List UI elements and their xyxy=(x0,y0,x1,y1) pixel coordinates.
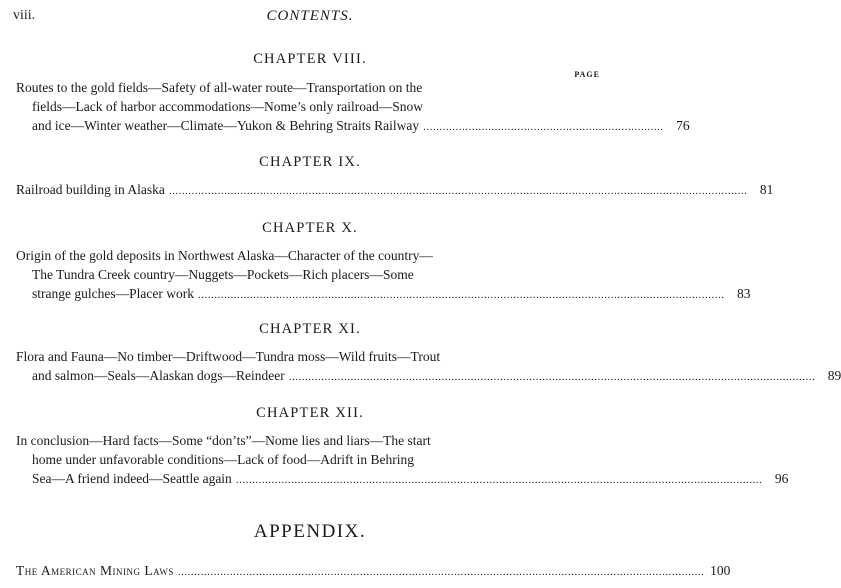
running-title: CONTENTS. xyxy=(266,8,354,24)
entry-line: home under unfavorable conditions—Lack of food—Adrift in Behring xyxy=(32,452,415,467)
entry-line-last: strange gulches—Placer work .................................................................................................................................................................. 83 xyxy=(16,284,576,303)
page-ref: 96 xyxy=(774,471,789,486)
entry-line: The Tundra Creek country—Nuggets—Pockets—Rich placers—Some xyxy=(32,267,414,282)
page-ref: 81 xyxy=(759,182,774,197)
entry-line: In conclusion—Hard facts—Some “don’ts”—Nome lies and liars—The start xyxy=(16,433,431,448)
chapter-heading: CHAPTER XII. xyxy=(256,405,364,421)
chapter-heading: CHAPTER VIII. xyxy=(253,51,367,67)
dot-leader: .................................................................................................................................................................. xyxy=(288,371,816,383)
entry-line: Routes to the gold fields—Safety of all-water route—Transportation on the xyxy=(16,80,423,95)
toc-entry-appendix xyxy=(16,561,731,580)
entry-line: fields—Lack of harbor accommodations—Nome’s only railroad—Snow xyxy=(32,99,424,114)
toc-entry xyxy=(16,78,690,135)
toc-entry xyxy=(16,347,841,385)
chapter-heading: CHAPTER X. xyxy=(262,220,358,236)
entry-line-last: The American Mining Laws .................................................................................................................................................................. 100 xyxy=(16,561,576,580)
entry-line-last: Sea—A friend indeed—Seattle again .................................................................................................................................................................. 96 xyxy=(16,469,576,488)
dot-leader: .................................................................................................................................................................. xyxy=(235,474,763,486)
dot-leader: .......................................................................... xyxy=(423,121,664,133)
page-ref: 76 xyxy=(676,118,690,133)
page-ref: 83 xyxy=(736,286,751,301)
chapter-heading: CHAPTER XI. xyxy=(259,321,361,337)
dot-leader: .................................................................................................................................................................. xyxy=(197,289,725,301)
entry-line-last: Railroad building in Alaska .................................................................................................................................................................................. 81 xyxy=(16,180,576,199)
appendix-heading: APPENDIX. xyxy=(253,521,367,542)
toc-entry xyxy=(16,246,751,303)
entry-line-last: and salmon—Seals—Alaskan dogs—Reindeer .................................................................................................................................................................. 89 xyxy=(16,366,576,385)
page-column-label: PAGE xyxy=(574,70,600,79)
entry-line-last: and ice—Winter weather—Climate—Yukon & Behring Straits Railway .......................................................................... 76 xyxy=(16,116,576,135)
entry-line: Flora and Fauna—No timber—Driftwood—Tundra moss—Wild fruits—Trout xyxy=(16,349,441,364)
page-ref: 100 xyxy=(710,563,731,578)
entry-line: Origin of the gold deposits in Northwest Alaska—Character of the country— xyxy=(16,248,433,263)
dot-leader: .................................................................................................................................................................. xyxy=(177,566,705,578)
toc-entry xyxy=(16,180,774,199)
chapter-heading: CHAPTER IX. xyxy=(259,154,361,170)
page-number: viii. xyxy=(13,8,36,23)
toc-entry xyxy=(16,431,789,488)
page-ref: 89 xyxy=(827,368,841,383)
dot-leader: .................................................................................................................................................................................. xyxy=(168,185,748,197)
running-head xyxy=(0,8,620,28)
